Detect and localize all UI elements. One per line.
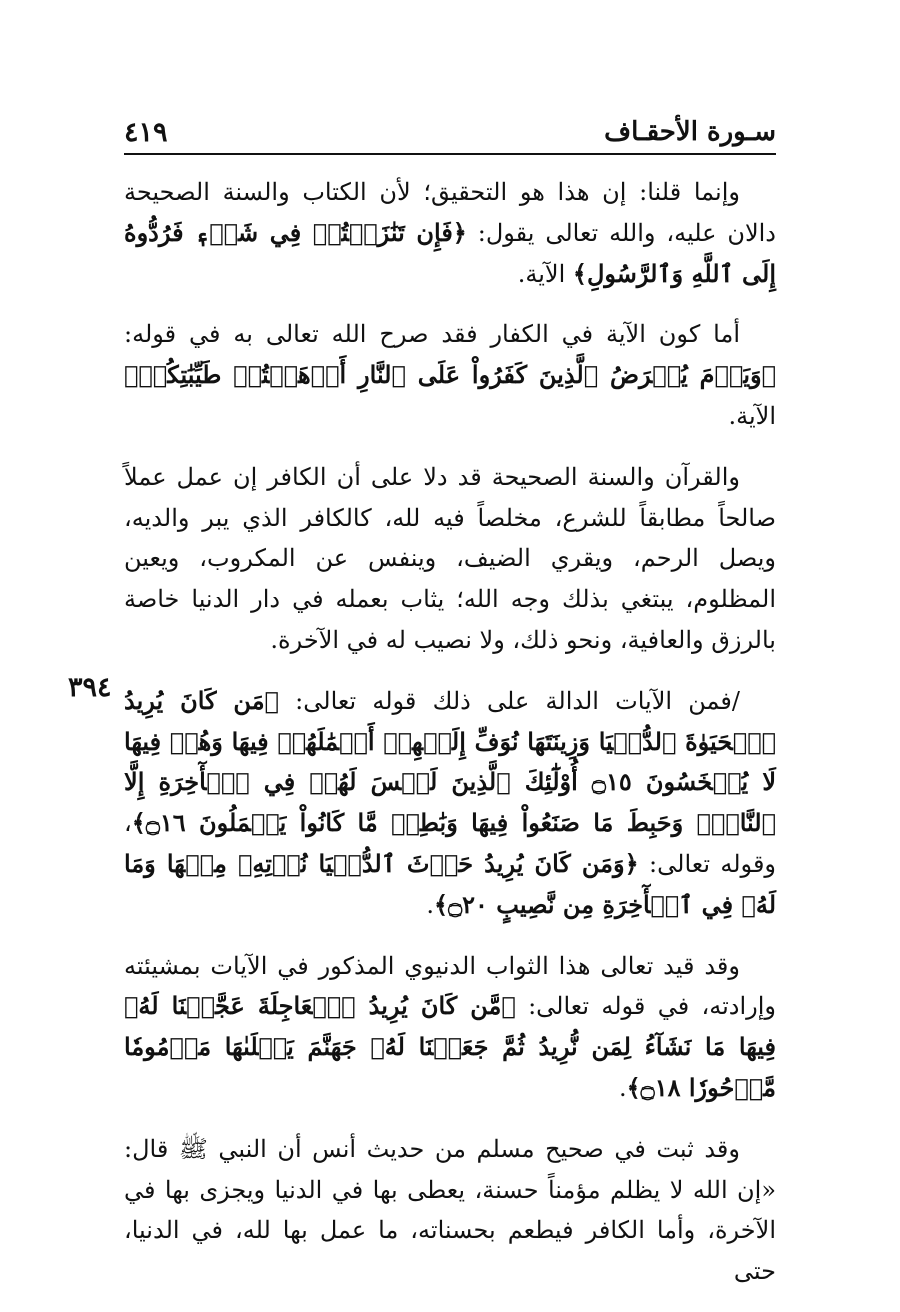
- paragraph-1-end: الآية.: [517, 259, 573, 288]
- margin-page-reference: ٣٩٤: [68, 672, 112, 703]
- paragraph-5-text: وقد قيد تعالى هذا الثواب الدنيوي المذكور في الآيات بمشيئته وإرادته، في قوله تعالى:: [124, 951, 776, 1021]
- paragraph-5: [124, 946, 776, 1109]
- paragraph-6: [124, 1129, 776, 1292]
- page-body: [124, 172, 776, 1312]
- quran-verse-4: ﴿وَمَن كَانَ يُرِيدُ حَرۡثَ ٱلدُّنۡيَا نُؤۡتِهِۦ مِنۡهَا وَمَا لَهُۥ فِي ٱلۡأٓخِرَةِ مِن نَّصِيبٍ ۝٢٠﴾: [124, 848, 776, 919]
- quran-verse-2: ﴿وَيَوۡمَ يُعۡرَضُ ٱلَّذِينَ كَفَرُواْ عَلَى ٱلنَّارِ أَذۡهَبۡتُمۡ طَيِّبَٰتِكُمۡ﴾: [124, 360, 776, 390]
- page-number: ٤١٩: [124, 116, 168, 148]
- paragraph-4-end: .: [426, 890, 434, 919]
- paragraph-3: [124, 457, 776, 661]
- quran-verse-5: ﴿مَّن كَانَ يُرِيدُ ٱلۡعَاجِلَةَ عَجَّلۡنَا لَهُۥ فِيهَا مَا نَشَآءُ لِمَن نُّرِيدُ ثُمَّ جَعَلۡنَا لَهُۥ جَهَنَّمَ يَصۡلَىٰهَا مَذۡمُومٗا مَّدۡحُورٗا ۝١٨﴾: [124, 991, 776, 1102]
- quran-verse-1: ﴿فَإِن تَنَٰزَعۡتُمۡ فِي شَيۡءٖ فَرُدُّوهُ إِلَى ٱللَّهِ وَٱلرَّسُولِ﴾: [124, 217, 776, 288]
- paragraph-1: [124, 172, 776, 294]
- header-rule: [124, 153, 776, 155]
- paragraph-1-text: وإنما قلنا: إن هذا هو التحقيق؛ لأن الكتاب والسنة الصحيحة دالان عليه، والله تعالى يقول:: [124, 178, 776, 247]
- paragraph-6-text: وقد ثبت في صحيح مسلم من حديث أنس أن النبي ﷺ قال: «إن الله لا يظلم مؤمناً حسنة، يعطى بها في الدنيا ويجزى بها في الآخرة، وأما الكافر فيطعم بحسناته، ما عمل بها لله، في الدنيا، حتى: [124, 1134, 776, 1286]
- paragraph-5-end: .: [618, 1073, 627, 1102]
- paragraph-2: [124, 314, 776, 436]
- paragraph-2-end: الآية.: [728, 401, 776, 430]
- page-header: [124, 110, 776, 154]
- paragraph-3-text: والقرآن والسنة الصحيحة قد دلا على أن الكافر إن عمل عملاً صالحاً مطابقاً للشرع، مخلصاً فيه لله، كالكافر الذي يبر والديه، ويصل الرحم، ويقري الضيف، وينفس عن المكروب، ويعين المظلوم، يبتغي بذلك وجه الله؛ يثاب بعمله في دار الدنيا خاصة بالرزق والعافية، ونحو ذلك، ولا نصيب له في الآخرة.: [124, 462, 776, 654]
- paragraph-4-text: /فمن الآيات الدالة على ذلك قوله تعالى:: [278, 686, 740, 715]
- surah-title: سـورة الأحقـاف: [604, 117, 776, 147]
- paragraph-4: [124, 681, 776, 926]
- quran-verse-3: ﴿مَن كَانَ يُرِيدُ ٱلۡحَيَوٰةَ ٱلدُّنۡيَا وَزِينَتَهَا نُوَفِّ إِلَيۡهِمۡ أَعۡمَٰلَهُمۡ فِيهَا وَهُمۡ فِيهَا لَا يُبۡخَسُونَ ۝١٥ أُوْلَٰٓئِكَ ٱلَّذِينَ لَيۡسَ لَهُمۡ فِي ٱلۡأٓخِرَةِ إِلَّا ٱلنَّارُۖ وَحَبِطَ مَا صَنَعُواْ فِيهَا وَبَٰطِلٞ مَّا كَانُواْ يَعۡمَلُونَ ۝١٦﴾: [124, 685, 777, 838]
- paragraph-2-text: أما كون الآية في الكفار فقد صرح الله تعالى به في قوله:: [124, 320, 740, 349]
- paragraph-4-mid: ، وقوله تعالى:: [124, 809, 777, 878]
